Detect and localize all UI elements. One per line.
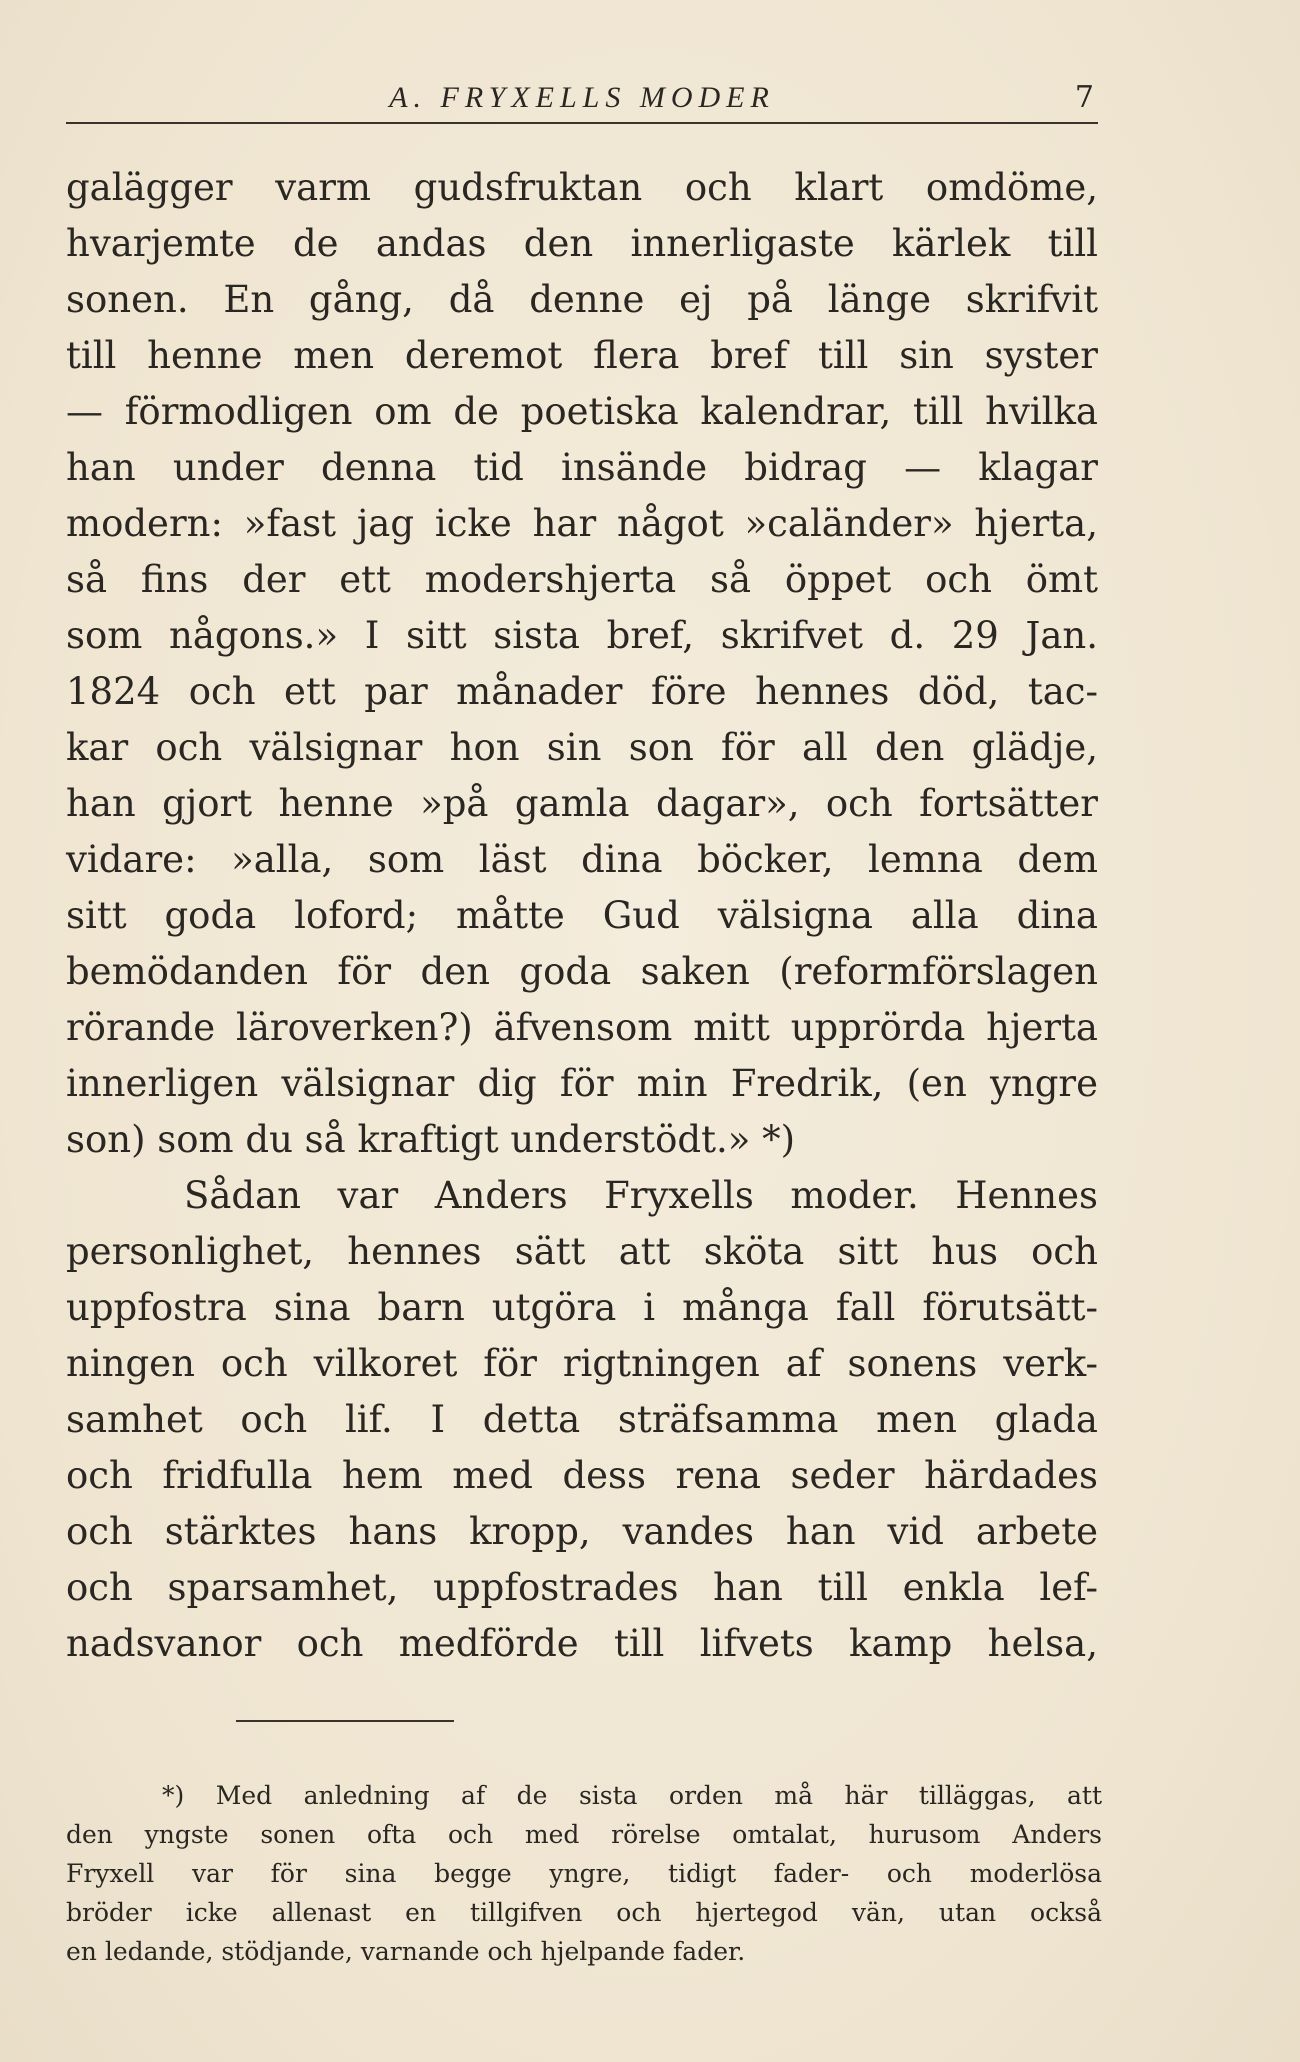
text-line: sitt goda loford; måtte Gud välsigna alla dina — [66, 894, 1098, 937]
text-line: och fridfulla hem med dess rena seder härdades — [66, 1454, 1098, 1497]
text-line: 1824 och ett par månader före hennes död, tac- — [66, 670, 1098, 713]
text-line: ningen och vilkoret för rigtningen af sonens verk- — [66, 1342, 1098, 1385]
footnote-divider — [236, 1720, 454, 1722]
footnote-line: Fryxell var för sina begge yngre, tidigt fader- och moderlösa — [66, 1859, 1102, 1888]
text-line: och sparsamhet, uppfostrades han till enkla lef- — [66, 1566, 1098, 1609]
running-head — [66, 78, 1098, 124]
footnote-line: en ledande, stödjande, varnande och hjelpande fader. — [66, 1937, 746, 1966]
paragraph-end-line: son) som du så kraftigt understödt.» *) — [66, 1118, 796, 1161]
footnote-line: den yngste sonen ofta och med rörelse omtalat, hurusom Anders — [66, 1820, 1102, 1849]
footnote-line: bröder icke allenast en tillgifven och hjertegod vän, utan också — [66, 1898, 1102, 1927]
text-line: kar och välsignar hon sin son för all den glädje, — [66, 726, 1098, 769]
footnote-line: *) Med anledning af de sista orden må här tilläggas, att — [162, 1781, 1102, 1810]
text-line: som någons.» I sitt sista bref, skrifvet d. 29 Jan. — [66, 614, 1098, 657]
text-line: och stärktes hans kropp, vandes han vid arbete — [66, 1510, 1098, 1553]
text-line: nadsvanor och medförde till lifvets kamp helsa, — [66, 1622, 1098, 1665]
text-line: galägger varm gudsfruktan och klart omdöme, — [66, 166, 1098, 209]
text-line: bemödanden för den goda saken (reformförslagen — [66, 950, 1098, 993]
body-text — [66, 160, 1098, 1672]
text-line: samhet och lif. I detta sträfsamma men glada — [66, 1398, 1098, 1441]
text-line: innerligen välsignar dig för min Fredrik, (en yngre — [66, 1062, 1098, 1105]
paragraph-start-line: Sådan var Anders Fryxells moder. Hennes — [184, 1174, 1098, 1217]
text-line: sonen. En gång, då denne ej på länge skrifvit — [66, 278, 1098, 321]
running-title: A. FRYXELLS MODER — [389, 81, 775, 114]
text-line: till henne men deremot flera bref till sin syster — [66, 334, 1098, 377]
text-line: rörande läroverken?) äfvensom mitt upprörda hjerta — [66, 1006, 1098, 1049]
text-line: så fins der ett modershjerta så öppet och ömt — [66, 558, 1098, 601]
text-line: han gjort henne »på gamla dagar», och fortsätter — [66, 782, 1098, 825]
text-line: modern: »fast jag icke har något »caländer» hjerta, — [66, 502, 1098, 545]
text-line: vidare: »alla, som läst dina böcker, lemna dem — [66, 838, 1098, 881]
text-line: uppfostra sina barn utgöra i många fall förutsätt- — [66, 1286, 1098, 1329]
page-number: 7 — [1074, 80, 1094, 115]
text-line: han under denna tid insände bidrag — klagar — [66, 446, 1098, 489]
footnote — [66, 1776, 1102, 1971]
text-line: personlighet, hennes sätt att sköta sitt hus och — [66, 1230, 1098, 1273]
text-line: hvarjemte de andas den innerligaste kärlek till — [66, 222, 1098, 265]
text-line: — förmodligen om de poetiska kalendrar, till hvilka — [66, 390, 1098, 433]
